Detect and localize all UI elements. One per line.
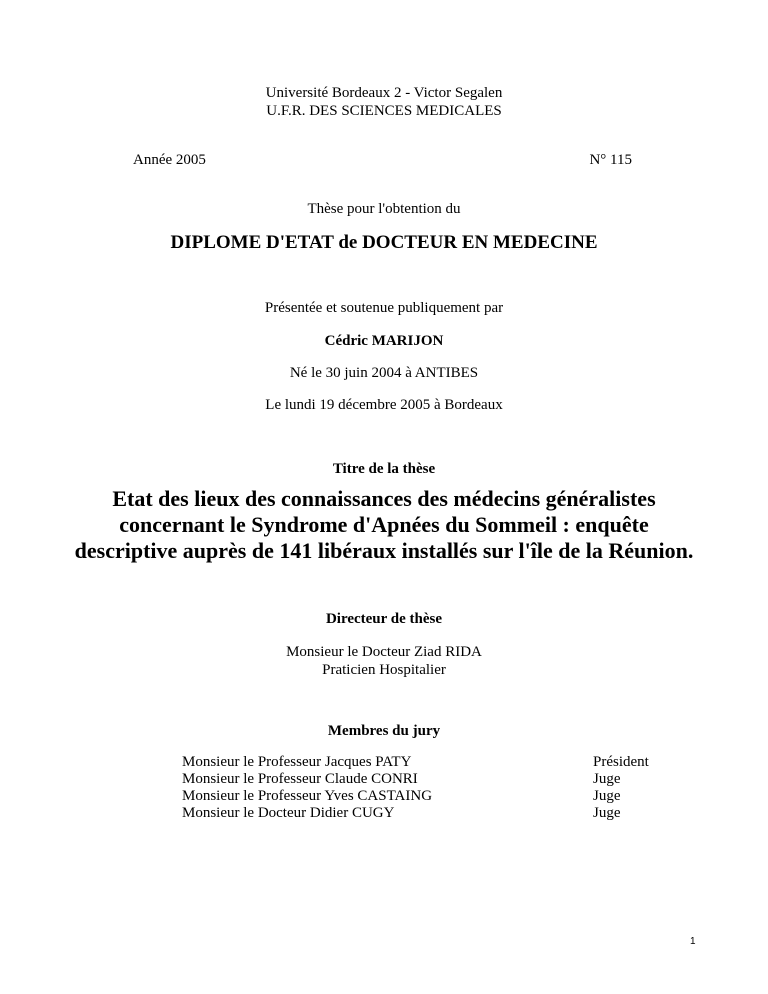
- director-label: Directeur de thèse: [325, 611, 443, 627]
- presentation-label: Présentée et soutenue publiquement par: [264, 300, 504, 316]
- page-number: 1: [690, 936, 696, 947]
- director-name: Monsieur le Docteur Ziad RIDA: [286, 644, 482, 660]
- jury-member-name: Monsieur le Professeur Jacques PATY: [182, 754, 412, 770]
- jury-member-role: Juge: [593, 771, 621, 787]
- diploma-title: DIPLOME D'ETAT de DOCTEUR EN MEDECINE: [170, 232, 598, 253]
- defense-date: Le lundi 19 décembre 2005 à Bordeaux: [265, 397, 503, 413]
- thesis-title-line: concernant le Syndrome d'Apnées du Sommeil : enquête: [119, 512, 649, 537]
- jury-member-role: Juge: [593, 788, 621, 804]
- birth-info: Né le 30 juin 2004 à ANTIBES: [289, 365, 479, 381]
- university-name: Université Bordeaux 2 - Victor Segalen: [265, 85, 503, 101]
- thesis-title-line: descriptive auprès de 141 libéraux installés sur l'île de la Réunion.: [74, 538, 694, 563]
- faculty-name: U.F.R. DES SCIENCES MEDICALES: [266, 103, 502, 119]
- jury-member-name: Monsieur le Professeur Claude CONRI: [182, 771, 418, 787]
- jury-label: Membres du jury: [327, 723, 441, 739]
- thesis-title-label: Titre de la thèse: [332, 461, 436, 477]
- university-header: [0, 84, 768, 120]
- thesis-title: [0, 486, 768, 564]
- thesis-intro: Thèse pour l'obtention du: [307, 201, 461, 217]
- jury-member-name: Monsieur le Professeur Yves CASTAING: [182, 788, 433, 804]
- director-role: Praticien Hospitalier: [322, 662, 446, 678]
- academic-year: Année 2005: [133, 152, 206, 168]
- jury-member-role: Président: [593, 754, 649, 770]
- jury-member-roles: [593, 754, 649, 822]
- author-name: Cédric MARIJON: [324, 333, 444, 349]
- director-block: [0, 643, 768, 679]
- jury-member-names: [182, 754, 432, 822]
- thesis-title-line: Etat des lieux des connaissances des médecins généralistes: [112, 486, 656, 511]
- jury-member-name: Monsieur le Docteur Didier CUGY: [182, 805, 395, 821]
- thesis-number: N° 115: [589, 152, 632, 168]
- jury-member-role: Juge: [593, 805, 621, 821]
